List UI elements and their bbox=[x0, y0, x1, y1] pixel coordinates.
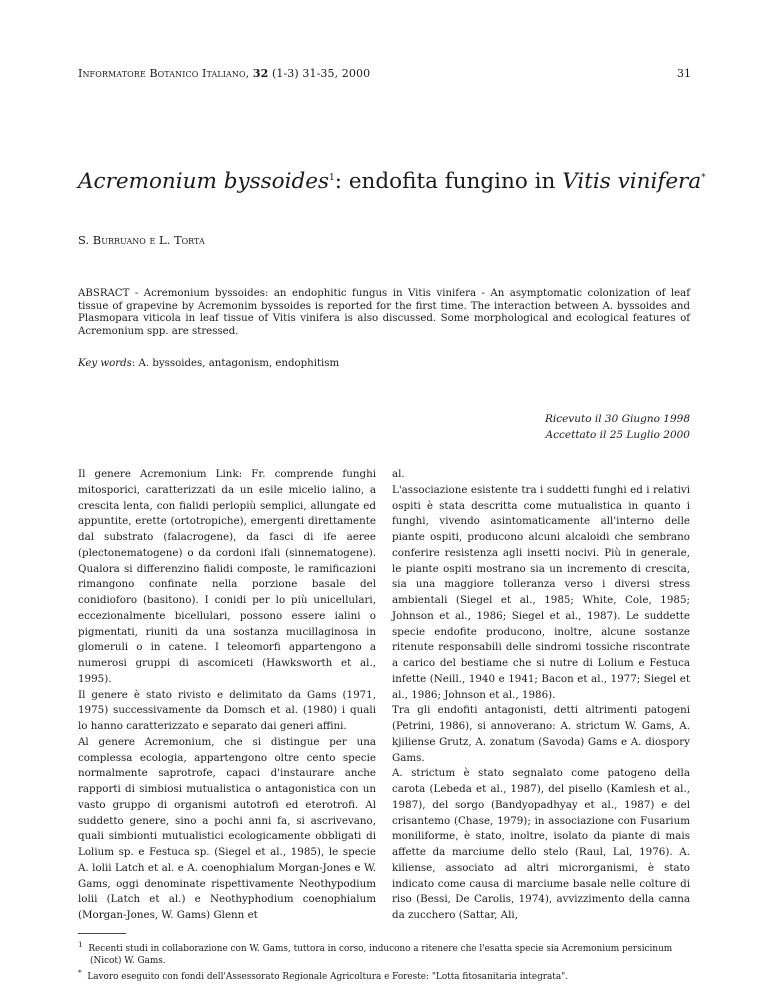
title-species: Acremonium byssoides bbox=[78, 169, 330, 194]
issue-pages: (1-3) 31-35, 2000 bbox=[271, 67, 371, 80]
title-footnote-mark-2: * bbox=[701, 172, 706, 183]
volume-number: 32 bbox=[252, 67, 269, 80]
authors: S. Burruano e L. Torta bbox=[78, 233, 205, 247]
footnote-divider bbox=[78, 933, 126, 934]
keywords-text: : A. byssoides, antagonism, endophitism bbox=[131, 358, 340, 369]
abstract: ABSRACT - Acremonium byssoides: an endophitic fungus in Vitis vinifera - An asymptomatic colonization of leaf tissue of grapevine by Acremonim byssoides is reported for the first time. The interaction between A. byssoides and Plasmopara viticola in leaf tissue of Vitis vinifera is also discussed. Some morphological and ecological features of Acremonium spp. are stressed. bbox=[78, 288, 690, 337]
article-title bbox=[78, 169, 706, 194]
paragraph: Al genere Acremonium, che si distingue per una complessa ecologia, appartengono oltre cento specie normalmente saprotrofe, capaci d'instaurare anche rapporti di simbiosi mutualistica o antagonistica con un vasto gruppo di organismi autotrofi ed eterotrofi. Al suddetto genere, sino a pochi anni fa, si ascrivevano, quali simbionti mutualistici ecologicamente obbligati di Lolium sp. e Festuca sp. (Siegel et al., 1985), le specie A. lolii Latch et al. e A. coenophialum Morgan-Jones e W. Gams, oggi denominate rispettivamente Neothypodium lolii (Latch et al.) e Neothyphodium coenophialum (Morgan-Jones, W. Gams) Glenn et bbox=[78, 735, 376, 921]
keywords-label: Key words bbox=[78, 358, 132, 369]
footnote bbox=[78, 939, 690, 967]
paragraph: Il genere Acremonium Link: Fr. comprende funghi mitosporici, caratterizzati da un esile micelio ialino, a crescita lenta, con fialidi perlopiù semplici, allungate ed appuntite, erette (ortotropiche), emergenti direttamente dal substrato (falacrogene), da fasci di ife aeree (plectonematogene) o da cordoni ifali (sinnematogene). Qualora si differenzino fialidi composte, le ramificazioni rimangono confinate nella porzione basale del conidioforo (basitono). I conidi per lo più unicellulari, eccezionalmente bicellulari, possono essere ialini o pigmentati, riuniti da una sostanza mucillaginosa in glomeruli o in catene. I teleomorfi appartengono a numerosi gruppi di ascomiceti (Hawksworth et al., 1995). bbox=[78, 468, 376, 685]
footnote bbox=[78, 967, 690, 983]
title-footnote-mark-1: 1 bbox=[329, 172, 335, 183]
journal-name: Informatore Botanico Italiano bbox=[78, 67, 246, 80]
page-number: 31 bbox=[677, 67, 691, 80]
paragraph: Il genere è stato rivisto e delimitato da Gams (1971, 1975) successivamente da Domsch et al. (1980) i quali lo hanno caratterizzato e separato dai generi affini. bbox=[78, 688, 376, 732]
footnote-text: Recenti studi in collaborazione con W. Gams, tuttora in corso, inducono a ritenere che l'esatta specie sia Acremonium persicinum (Nicot) W. Gams. bbox=[88, 943, 673, 966]
footnote-text: Lavoro eseguito con fondi dell'Assessorato Regionale Agricoltura e Foreste: "Lotta fitosanitaria integrata". bbox=[87, 971, 569, 982]
paragraph: L'associazione esistente tra i suddetti funghi ed i relativi ospiti è stata descritta come mutualistica in quanto i funghi, vivendo asintomaticamente all'interno delle piante ospiti, producono alcuni alcaloidi che sembrano conferire resistenza agli insetti nocivi. Più in generale, le piante ospiti mostrano sia un incremento di crescita, sia una maggiore tolleranza verso i diversi stress ambientali (Siegel et al., 1985; White, Cole, 1985; Johnson et al., 1986; Siegel et al., 1987). Le suddette specie endofite producono, inoltre, alcune sostanze ritenute responsabili delle sindromi tossiche riscontrate a carico del bestiame che si nutre di Lolium e Festuca infette (Neill., 1940 e 1941; Bacon et al., 1977; Siegel et al., 1986; Johnson et al., 1986). bbox=[392, 483, 690, 701]
keywords bbox=[78, 358, 339, 369]
title-middle: : endofita fungino in bbox=[334, 169, 563, 194]
running-head: Informatore Botanico Italiano, 32 (1-3) 31-35, 2000 bbox=[78, 67, 371, 80]
submission-dates bbox=[545, 411, 690, 443]
accepted-date: Accettato il 25 Luglio 2000 bbox=[545, 429, 690, 441]
footnotes bbox=[78, 939, 690, 983]
paragraph: al. bbox=[392, 468, 405, 480]
body-column-left bbox=[78, 467, 376, 924]
footnote-mark: * bbox=[78, 967, 82, 977]
paragraph: A. strictum è stato segnalato come patogeno della carota (Lebeda et al., 1987), del pisello (Kamlesh et al., 1987), del sorgo (Bandyopadhyay et al., 1987) e del crisantemo (Chase, 1979); in associazione con Fusarium moniliforme, è stato, inoltre, isolato da piante di mais affette da marciume dello stelo (Raul, Lal, 1976). A. kiliense, associato ad altri microrganismi, è stato indicato come causa di marciume basale nelle colture di riso (Bessi, De Carolis, 1974), avvizzimento della canna da zucchero (Sattar, Ali, bbox=[392, 767, 690, 921]
title-host: Vitis vinifera bbox=[562, 169, 702, 194]
body-column-right bbox=[392, 467, 690, 924]
paragraph: Tra gli endofiti antagonisti, detti altrimenti patogeni (Petrini, 1986), si annoverano: A. strictum W. Gams, A. kjiliense Grutz, A. zonatum (Savoda) Gams e A. diospory Gams. bbox=[392, 704, 690, 764]
received-date: Ricevuto il 30 Giugno 1998 bbox=[544, 413, 690, 425]
footnote-mark: 1 bbox=[78, 940, 83, 949]
